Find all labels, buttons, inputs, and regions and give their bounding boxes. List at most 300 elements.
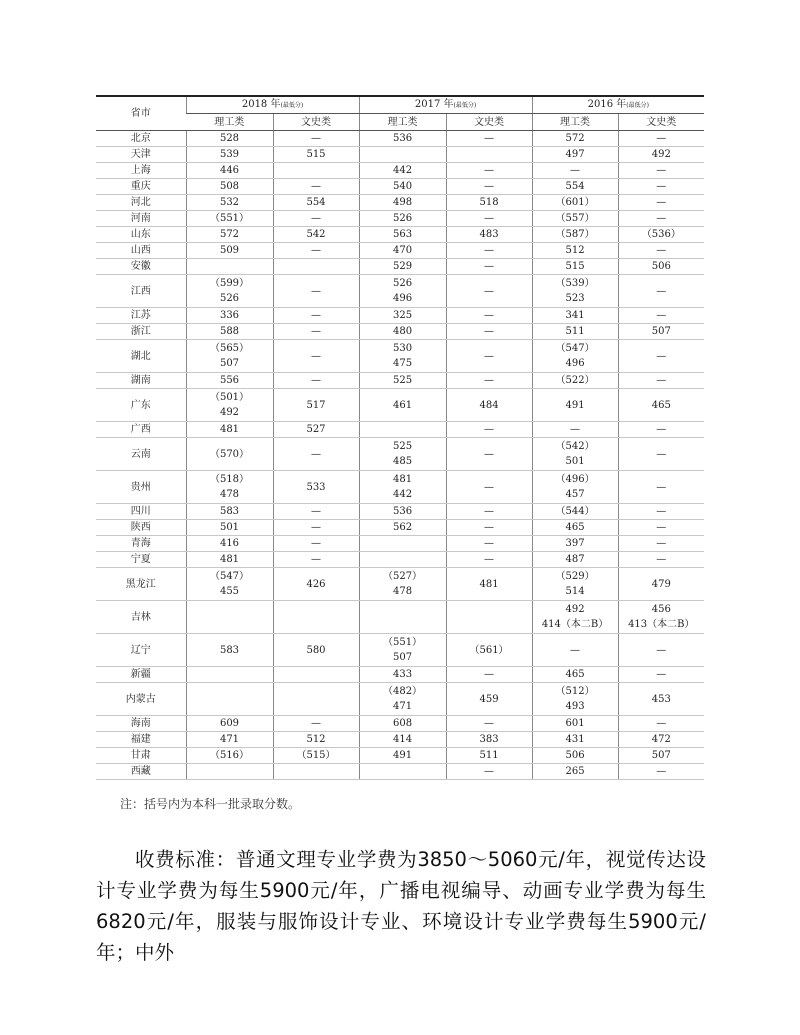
score-cell [359,179,446,195]
score-value: （522） [555,375,595,386]
score-cell [359,243,446,259]
score-cell [186,275,273,308]
header-year-2017: 2017 年(最低分) [359,96,532,114]
score-cell [618,634,704,667]
score-cell [359,764,446,780]
score-value: 426 [306,578,326,590]
score-value: 514 [565,586,585,597]
province-cell: 江西 [96,275,186,308]
score-cell [446,340,532,373]
score-value: 509 [219,245,240,256]
score-value: — [656,310,667,321]
score-value: 481 [479,578,499,590]
table-row [96,748,704,764]
province-cell: 黑龙江 [96,568,186,601]
province-cell: 西藏 [96,764,186,780]
score-value: 433 [392,669,413,680]
score-cell [186,147,273,163]
table-row [96,764,704,780]
score-cell [446,764,532,780]
score-value: — [311,554,321,565]
score-cell [359,732,446,748]
score-cell [532,195,618,211]
score-value: 497 [565,149,585,160]
table-row [96,324,704,340]
score-value: 507 [651,326,671,337]
score-cell [532,683,618,716]
score-value: — [570,644,581,656]
score-cell [446,536,532,552]
province-cell: 天津 [96,147,186,163]
score-cell [359,259,446,275]
score-value: — [484,522,495,533]
score-cell [186,520,273,536]
score-value: 397 [565,538,585,549]
score-cell [186,601,273,634]
score-cell [186,438,273,471]
score-value: 609 [219,718,240,729]
score-value: 525 [392,375,413,386]
province-cell: 贵州 [96,471,186,504]
province-cell: 甘肃 [96,748,186,764]
table-header-row-categories [96,114,704,131]
fee-paragraph: 收费标准：普通文理专业学费为3850～5060元/年，视觉传达设计专业学费为每生5900元/年，广播电视编导、动画专业学费为每生6820元/年，服装与服饰设计专业、环境设计专业学费每生5900元/年；中外 [96,848,706,964]
score-cell [446,227,532,243]
admission-score-table [96,95,704,780]
score-value: — [656,669,667,680]
score-cell [532,163,618,179]
score-value: — [311,375,321,386]
score-cell [359,308,446,324]
score-value: （544） [555,506,595,517]
score-value: — [484,350,495,362]
table-row [96,163,704,179]
score-cell [186,195,273,211]
score-value: （527） [382,571,423,582]
score-value: — [484,766,495,777]
score-value: — [656,350,667,362]
score-value: — [311,213,321,224]
score-value: （557） [555,213,595,224]
score-cell [532,601,618,634]
score-cell [359,340,446,373]
table-row [96,389,704,422]
table-row [96,716,704,732]
score-cell [186,340,273,373]
score-cell [273,147,359,163]
score-cell [186,748,273,764]
header-year-2018: 2018 年(最低分) [186,96,359,114]
score-cell [273,683,359,716]
score-value: — [656,181,667,192]
score-cell [446,324,532,340]
score-value: 481 [219,424,240,435]
score-value: （551） [382,637,423,648]
score-cell [618,340,704,373]
score-value: 511 [479,750,499,761]
score-cell [532,340,618,373]
score-value: 442 [392,489,413,500]
province-cell: 山东 [96,227,186,243]
score-cell [359,601,446,634]
score-cell [273,552,359,568]
score-value: （482） [382,686,423,697]
province-cell: 上海 [96,163,186,179]
score-value: 501 [219,522,240,533]
province-cell: 湖南 [96,373,186,389]
score-value: 478 [392,586,413,597]
score-cell [618,373,704,389]
score-cell [618,259,704,275]
score-cell [359,275,446,308]
table-row [96,634,704,667]
table-row [96,227,704,243]
score-value: 572 [219,229,240,240]
score-cell [186,634,273,667]
province-cell: 重庆 [96,179,186,195]
score-cell [532,259,618,275]
score-cell [618,275,704,308]
province-cell: 青海 [96,536,186,552]
header-liberal-arts: 文史类 [273,114,359,131]
score-cell [618,131,704,147]
score-cell [273,438,359,471]
score-value: 530 [392,343,413,354]
score-cell [359,536,446,552]
score-cell [532,308,618,324]
score-value: 325 [392,310,413,321]
score-value: 484 [479,399,499,411]
score-cell [618,732,704,748]
score-value: — [484,245,495,256]
score-cell [359,716,446,732]
score-value: — [656,554,667,565]
score-cell [359,634,446,667]
header-province: 省市 [96,96,186,131]
score-value: 536 [392,133,413,144]
score-value: 413（本二B） [628,619,695,630]
score-value: 508 [219,181,240,192]
score-cell [618,147,704,163]
province-cell: 北京 [96,131,186,147]
score-cell [446,147,532,163]
score-value: （529） [555,571,595,582]
table-footnote: 注：括号内为本科一批录取分数。 [120,797,301,811]
score-value: 529 [392,261,413,272]
score-cell [186,211,273,227]
score-value: 533 [306,481,326,493]
score-cell [273,195,359,211]
table-row [96,243,704,259]
score-value: （570） [209,448,250,460]
table-row [96,179,704,195]
score-cell [618,324,704,340]
score-cell [446,163,532,179]
score-table-container [96,95,704,780]
score-cell [186,243,273,259]
score-value: — [656,506,667,517]
score-cell [186,683,273,716]
province-cell: 广东 [96,389,186,422]
table-row [96,667,704,683]
score-cell [446,211,532,227]
score-cell [359,471,446,504]
score-value: 507 [392,652,413,663]
score-cell [532,147,618,163]
table-row [96,536,704,552]
score-cell [186,373,273,389]
score-value: 506 [565,750,585,761]
score-value: 483 [479,229,499,240]
score-cell [359,438,446,471]
score-value: （565） [209,343,250,354]
table-row [96,259,704,275]
table-row [96,211,704,227]
score-cell [273,324,359,340]
score-cell [618,601,704,634]
score-value: 526 [392,278,413,289]
score-cell [186,471,273,504]
score-value: 588 [219,326,240,337]
score-cell [273,504,359,520]
score-cell [532,536,618,552]
score-cell [186,308,273,324]
score-value: 479 [651,578,671,590]
score-cell [532,634,618,667]
score-cell [359,389,446,422]
province-cell: 辽宁 [96,634,186,667]
score-cell [273,243,359,259]
score-value: 563 [392,229,413,240]
score-cell [446,748,532,764]
score-value: 583 [219,506,240,517]
score-value: 341 [565,310,585,321]
score-value: 527 [306,424,326,435]
score-value: 572 [565,133,585,144]
score-value: — [484,718,495,729]
score-value: — [311,522,321,533]
score-cell [446,275,532,308]
score-value: — [484,213,495,224]
score-value: — [311,285,321,297]
score-value: — [484,506,495,517]
score-value: — [656,718,667,729]
score-value: — [656,522,667,533]
score-cell [273,227,359,243]
score-cell [618,438,704,471]
score-value: 539 [219,149,240,160]
score-value: 465 [565,522,585,533]
score-value: — [484,375,495,386]
score-value: — [656,213,667,224]
score-value: 480 [392,326,413,337]
score-cell [359,520,446,536]
score-value: 517 [306,399,326,411]
score-cell [446,131,532,147]
score-value: 491 [392,750,413,761]
score-cell [273,732,359,748]
score-cell [618,764,704,780]
score-value: — [484,481,495,493]
score-cell [446,520,532,536]
score-cell [446,389,532,422]
score-cell [446,568,532,601]
score-cell [186,504,273,520]
score-value: 492 [219,407,240,418]
score-value: — [570,424,581,435]
score-value: （515） [296,750,336,761]
header-science: 理工类 [186,114,273,131]
score-value: 512 [565,245,585,256]
score-value: 416 [219,538,240,549]
score-cell [618,520,704,536]
score-value: 496 [565,358,585,369]
score-cell [618,179,704,195]
score-value: — [311,326,321,337]
score-cell [446,438,532,471]
score-cell [532,568,618,601]
score-cell [186,552,273,568]
score-cell [618,536,704,552]
score-value: — [656,448,667,460]
score-cell [618,227,704,243]
score-cell [273,471,359,504]
score-value: 506 [651,261,671,272]
score-value: — [311,245,321,256]
score-cell [532,552,618,568]
score-value: 554 [565,181,585,192]
score-value: 470 [392,245,413,256]
score-cell [446,179,532,195]
score-value: 478 [219,489,240,500]
score-value: — [484,669,495,680]
score-cell [532,243,618,259]
score-value: — [656,424,667,435]
score-cell [446,552,532,568]
score-value: 515 [565,261,585,272]
score-cell [446,716,532,732]
score-value: 496 [392,293,413,304]
score-value: 498 [392,197,413,208]
province-cell: 吉林 [96,601,186,634]
score-cell [273,340,359,373]
score-value: — [311,506,321,517]
score-value: 472 [651,734,671,745]
table-row [96,438,704,471]
score-value: 431 [565,734,585,745]
score-value: 507 [651,750,671,761]
score-cell [618,683,704,716]
table-row [96,422,704,438]
score-value: — [656,538,667,549]
score-cell [446,308,532,324]
score-cell [618,308,704,324]
score-cell [186,716,273,732]
score-value: — [484,133,495,144]
table-row [96,471,704,504]
score-value: — [484,326,495,337]
score-value: 556 [219,375,240,386]
score-value: 446 [219,165,240,176]
score-cell [618,748,704,764]
score-cell [359,131,446,147]
score-cell [532,373,618,389]
score-cell [359,552,446,568]
score-value: 465 [565,669,585,680]
score-cell [273,373,359,389]
score-value: 453 [651,693,671,705]
score-cell [446,195,532,211]
score-value: 383 [479,734,499,745]
score-value: 608 [392,718,413,729]
score-value: 515 [306,149,326,160]
score-cell [359,163,446,179]
score-value: 492 [565,604,585,615]
score-cell [446,683,532,716]
score-cell [532,764,618,780]
province-cell: 陕西 [96,520,186,536]
score-cell [446,732,532,748]
score-value: 475 [392,358,413,369]
score-value: — [484,448,495,460]
score-cell [359,667,446,683]
score-cell [618,471,704,504]
score-cell [186,163,273,179]
score-cell [273,275,359,308]
score-cell [532,667,618,683]
score-cell [273,536,359,552]
score-value: （601） [555,197,595,208]
score-value: 442 [392,165,413,176]
table-body [96,131,704,780]
header-year-2016: 2016 年(最低分) [532,96,704,114]
score-cell [273,211,359,227]
score-cell [359,211,446,227]
score-value: 492 [651,149,671,160]
score-value: 583 [219,644,240,656]
score-value: （501） [209,392,250,403]
score-value: 562 [392,522,413,533]
score-value: 554 [306,197,326,208]
score-value: 536 [392,506,413,517]
table-row [96,601,704,634]
score-cell [186,131,273,147]
province-cell: 山西 [96,243,186,259]
score-value: 459 [479,693,499,705]
score-value: （561） [469,644,509,656]
score-value: 487 [565,554,585,565]
score-cell [186,764,273,780]
score-value: 336 [219,310,240,321]
score-cell [532,504,618,520]
score-cell [532,732,618,748]
score-value: — [311,181,321,192]
score-value: 457 [565,489,585,500]
score-cell [273,601,359,634]
header-liberal-arts: 文史类 [618,114,704,131]
score-value: — [484,165,495,176]
score-cell [359,683,446,716]
score-cell [618,552,704,568]
score-cell [446,634,532,667]
score-cell [273,568,359,601]
score-value: （587） [555,229,595,240]
score-cell [186,536,273,552]
score-value: 456 [651,604,671,615]
score-value: — [484,285,495,297]
province-cell: 福建 [96,732,186,748]
score-cell [532,520,618,536]
